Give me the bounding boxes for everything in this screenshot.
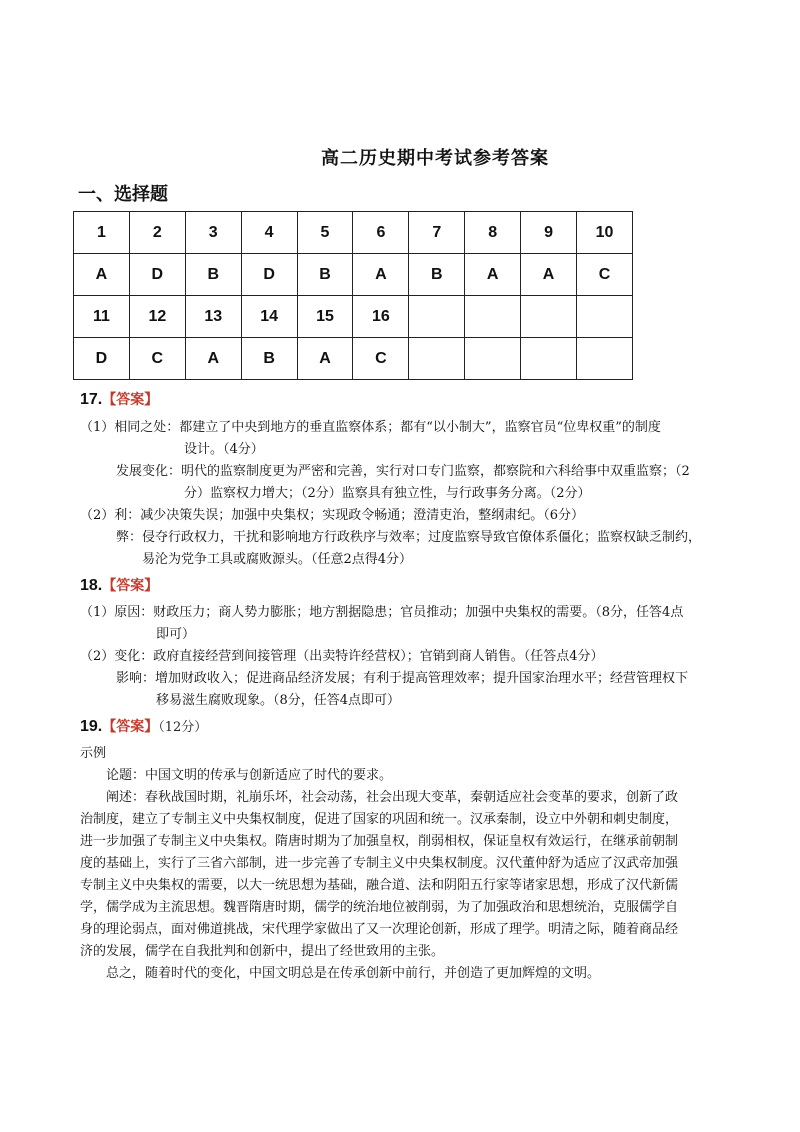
answer-cell: B [409, 254, 465, 296]
q17-part1-line2: 设计。（4分） [184, 442, 264, 457]
q17-part1-label: （1） [80, 420, 115, 435]
question-number-cell: 6 [353, 212, 409, 254]
question-number-cell [521, 296, 577, 338]
q18-number: 18. [80, 577, 103, 594]
answer-cell [409, 338, 465, 380]
answer-cell: A [297, 338, 353, 380]
q19-essay-line: 学，儒学成为主流思想。魏晋隋唐时期，儒学的统治地位被削弱，为了加强政治和思想统治，克服儒学自 [80, 900, 679, 915]
question-number-cell: 10 [577, 212, 633, 254]
q19-essay-line: 身的理论弱点，面对佛道挑战，宋代理学家做出了又一次理论创新，形成了理学。明清之际，随着商品经 [80, 922, 679, 937]
q17-part1b-line1: 发展变化：明代的监察制度更为严密和完善，实行对口专门监察，都察院和六科给事中双重监察；（2 [116, 464, 690, 479]
answer-cell: A [521, 254, 577, 296]
question-number-cell [577, 296, 633, 338]
q19-essay-line: 治制度，建立了专制主义中央集权制度，促进了国家的巩固和统一。汉承秦制，设立中外朝和刺史制度， [80, 812, 679, 827]
q19-essay-line: 阐述：春秋战国时期，礼崩乐坏，社会动荡，社会出现大变革，秦朝适应社会变革的要求，创新了政 [106, 790, 679, 805]
q18-part2-line1: 变化：政府直接经营到间接管理（出卖特许经营权）；官销到商人销售。（任答点4分） [114, 649, 604, 664]
q18-part1-line1: 原因：财政压力；商人势力膨胀；地方割据隐患；官员推动；加强中央集权的需要。（8分，任答4点 [114, 605, 684, 620]
q19-number: 19. [80, 718, 103, 735]
answer-cell: A [353, 254, 409, 296]
q17-answer-tag: 【答案】 [102, 392, 159, 408]
q18-part2-label: （2） [80, 649, 115, 664]
question-number-cell: 9 [521, 212, 577, 254]
answer-cell: B [241, 338, 297, 380]
question-number-cell: 8 [465, 212, 521, 254]
q19-essay [80, 787, 730, 963]
answer-cell: D [74, 338, 130, 380]
q19-heading [80, 716, 207, 736]
question-number-cell: 14 [241, 296, 297, 338]
page-title: 高二历史期中考试参考答案 [321, 148, 549, 169]
question-number-cell [409, 296, 465, 338]
q18-part1-line2: 即可） [156, 627, 196, 642]
q17-part2-line1: 利：减少决策失误；加强中央集权；实现政令畅通；澄清吏治，整纲肃纪。（6分） [114, 508, 585, 523]
q17-answer-block [80, 417, 720, 571]
answer-cell [521, 338, 577, 380]
q18-part2b-line1: 影响：增加财政收入；促进商品经济发展；有利于提高管理效率；提升国家治理水平；经营管理权下 [116, 671, 689, 686]
question-number-row [74, 212, 633, 254]
question-number-cell: 4 [241, 212, 297, 254]
q19-conclusion: 总之，随着时代的变化，中国文明总是在传承创新中前行，并创造了更加辉煌的文明。 [106, 966, 601, 981]
answer-cell [577, 338, 633, 380]
q19-essay-line: 济的发展，儒学在自我批判和创新中，提出了经世致用的主张。 [80, 944, 445, 959]
q17-part1 [80, 417, 720, 439]
answer-cell: C [129, 338, 185, 380]
q18-heading [80, 575, 158, 595]
question-number-cell: 3 [185, 212, 241, 254]
answer-cell: A [74, 254, 130, 296]
answer-cell: A [465, 254, 521, 296]
answer-cell: D [129, 254, 185, 296]
q17-part1-line1: 相同之处：都建立了中央到地方的垂直监察体系；都有“以小制大”，监察官员“位卑权重”的制度 [114, 420, 661, 435]
q19-answer-tag: 【答案】 [102, 719, 159, 735]
question-number-cell: 12 [129, 296, 185, 338]
q17-heading [80, 389, 158, 409]
q17-part2 [80, 505, 720, 527]
question-number-row [74, 296, 633, 338]
question-number-cell: 15 [297, 296, 353, 338]
question-number-cell: 16 [353, 296, 409, 338]
question-number-cell: 1 [74, 212, 130, 254]
q17-number: 17. [80, 391, 103, 408]
q19-thesis: 论题：中国文明的传承与创新适应了时代的要求。 [106, 768, 393, 783]
q19-example-label: 示例 [80, 746, 107, 761]
answer-cell: C [577, 254, 633, 296]
answer-table [73, 211, 633, 380]
q17-part2-label: （2） [80, 508, 115, 523]
q19-essay-line: 进一步加强了专制主义中央集权。隋唐时期为了加强皇权，削弱相权，保证皇权有效运行，在继承前朝制 [80, 834, 679, 849]
question-number-cell [465, 296, 521, 338]
section-heading-choice: 一、选择题 [78, 184, 168, 205]
answer-letter-row [74, 254, 633, 296]
q17-part2b-line1: 弊：侵夺行政权力，干扰和影响地方行政秩序与效率；过度监察导致官僚体系僵化；监察权缺乏制约， [116, 530, 702, 545]
answer-cell: A [185, 338, 241, 380]
answer-cell: B [185, 254, 241, 296]
question-number-cell: 7 [409, 212, 465, 254]
q19-points: （12分） [158, 720, 208, 735]
q17-part1b-line2: 分）监察权力增大；（2分）监察具有独立性，与行政事务分离。（2分） [184, 486, 591, 501]
q18-answer-tag: 【答案】 [102, 578, 159, 594]
question-number-cell: 11 [74, 296, 130, 338]
question-number-cell: 2 [129, 212, 185, 254]
q19-essay-line: 度的基础上，实行了三省六部制，进一步完善了专制主义中央集权制度。汉代董仲舒为适应了汉武帝加强 [80, 856, 679, 871]
q18-answer-block [80, 602, 720, 712]
q17-part2b-line2: 易沦为党争工具或腐败源头。（任意2点得4分） [142, 552, 413, 567]
q18-part2 [80, 646, 720, 668]
q19-answer-block [80, 743, 730, 985]
q19-essay-line: 专制主义中央集权的需要，以大一统思想为基础，融合道、法和阴阳五行家等诸家思想，形成了汉代新儒 [80, 878, 679, 893]
answer-cell: B [297, 254, 353, 296]
q18-part1-label: （1） [80, 605, 115, 620]
answer-cell: D [241, 254, 297, 296]
q18-part1 [80, 602, 720, 624]
answer-cell [465, 338, 521, 380]
answer-cell: C [353, 338, 409, 380]
answer-letter-row [74, 338, 633, 380]
question-number-cell: 13 [185, 296, 241, 338]
q18-part2b-line2: 移易滋生腐败现象。（8分，任答4点即可） [156, 693, 401, 708]
question-number-cell: 5 [297, 212, 353, 254]
